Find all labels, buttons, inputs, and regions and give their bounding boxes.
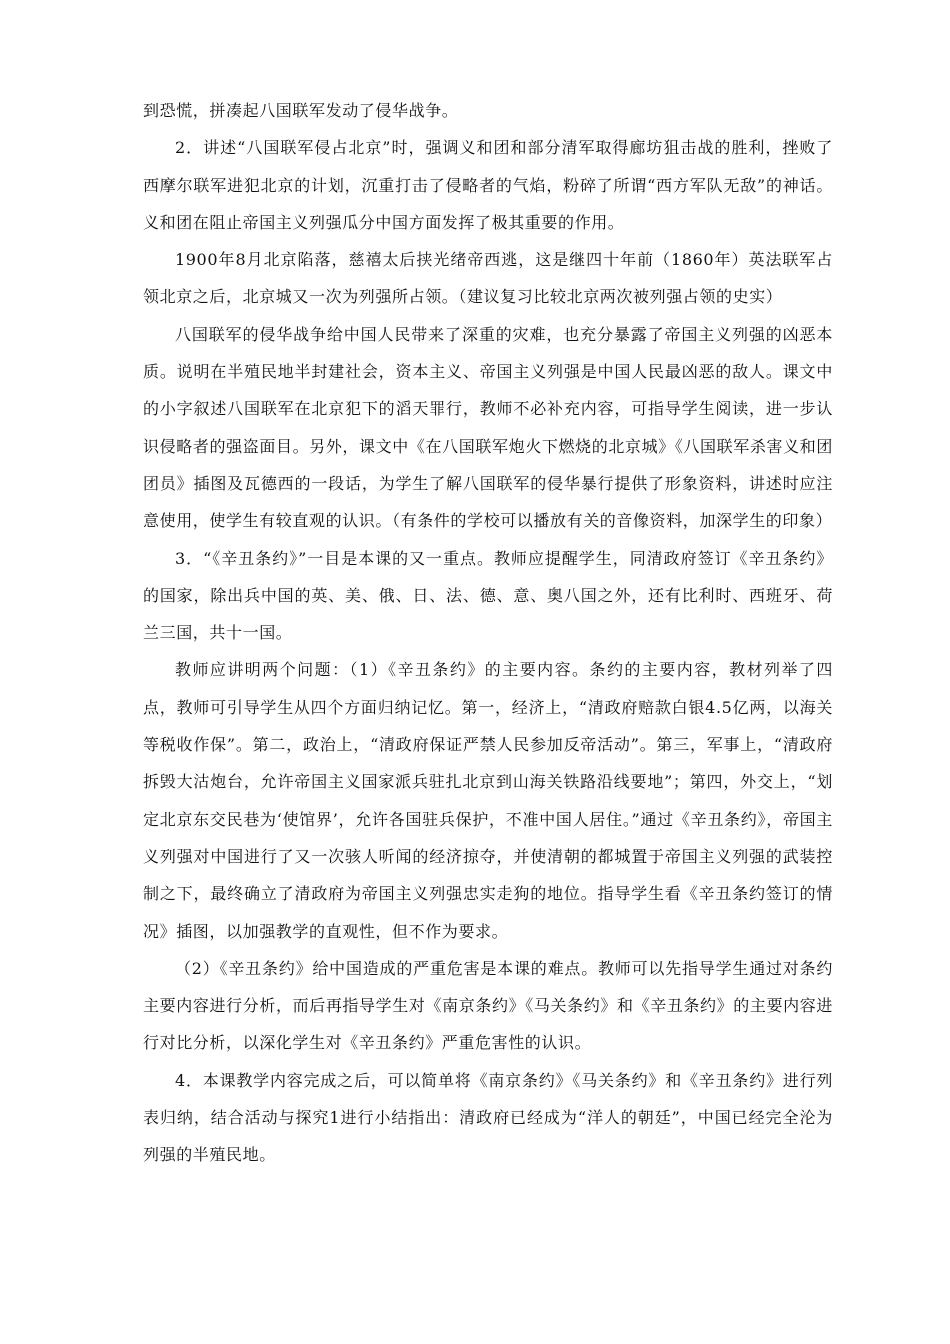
paragraph-continuation: 到恐慌，拼凑起八国联军发动了侵华战争。 bbox=[143, 101, 459, 120]
paragraph-treaty-content: 教师应讲明两个问题：（1）《辛丑条约》的主要内容。条约的主要内容，教材列举了四点，教师可引导学生从四个方面归纳记忆。第一，经济上，“清政府赔款白银4.5亿两，以海关等税收作保”。第二，政治上，“清政府保证严禁人民参加反帝活动”。第三，军事上，“清政府拆毁大沽炮台，允许帝国主义国家派兵驻扎北京到山海关铁路沿线要地”；第四，外交上，“划定北京东交民巷为‘使馆界’，允许各国驻兵保护，不准中国人居住。”通过《辛丑条约》，帝国主义列强对中国进行了又一次骇人听闻的经济掠夺，并使清朝的都城置于帝国主义列强的武装控制之下，最终确立了清政府为帝国主义列强忠实走狗的地位。指导学生看《辛丑条约签订的情况》插图，以加强教学的直观性，但不作为要求。 bbox=[143, 660, 833, 941]
paragraph-point-2: 2．讲述“八国联军侵占北京”时，强调义和团和部分清军取得廊坊狙击战的胜利，挫败了西摩尔联军进犯北京的计划，沉重打击了侵略者的气焰，粉碎了所谓“西方军队无敌”的神话。义和团在阻止帝国主义列强瓜分中国方面发挥了极其重要的作用。 bbox=[143, 138, 833, 232]
paragraph-treaty-harm: （2）《辛丑条约》给中国造成的严重危害是本课的难点。教师可以先指导学生通过对条约主要内容进行分析，而后再指导学生对《南京条约》《马关条约》和《辛丑条约》的主要内容进行对比分析，以深化学生对《辛丑条约》严重危害性的认识。 bbox=[143, 958, 833, 1053]
paragraph-invasion-disaster: 八国联军的侵华战争给中国人民带来了深重的灾难，也充分暴露了帝国主义列强的凶恶本质。说明在半殖民地半封建社会，资本主义、帝国主义列强是中国人民最凶恶的敌人。课文中的小字叙述八国联军在北京犯下的滔天罪行，教师不必补充内容，可指导学生阅读，进一步认识侵略者的强盗面目。另外，课文中《在八国联军炮火下燃烧的北京城》《八国联军杀害义和团团员》插图及瓦德西的一段话，为学生了解八国联军的侵华暴行提供了形象资料，讲述时应注意使用，使学生有较直观的认识。（有条件的学校可以播放有关的音像资料，加深学生的印象） bbox=[143, 324, 833, 531]
paragraph-point-3: 3．“《辛丑条约》”一目是本课的又一重点。教师应提醒学生，同清政府签订《辛丑条约》的国家，除出兵中国的英、美、俄、日、法、德、意、奥八国之外，还有比利时、西班牙、荷兰三国，共十一国。 bbox=[143, 548, 833, 643]
paragraph-beijing-fall: 1900年8月北京陷落，慈禧太后挟光绪帝西逃，这是继四十年前（1860年）英法联军占领北京之后，北京城又一次为列强所占领。（建议复习比较北京两次被列强占领的史实） bbox=[143, 250, 833, 307]
paragraph-point-4: 4．本课教学内容完成之后，可以简单将《南京条约》《马关条约》和《辛丑条约》进行列表归纳，结合活动与探究1进行小结指出：清政府已经成为“洋人的朝廷”，中国已经完全沦为列强的半殖民地。 bbox=[143, 1070, 833, 1165]
document-body bbox=[143, 92, 833, 1174]
